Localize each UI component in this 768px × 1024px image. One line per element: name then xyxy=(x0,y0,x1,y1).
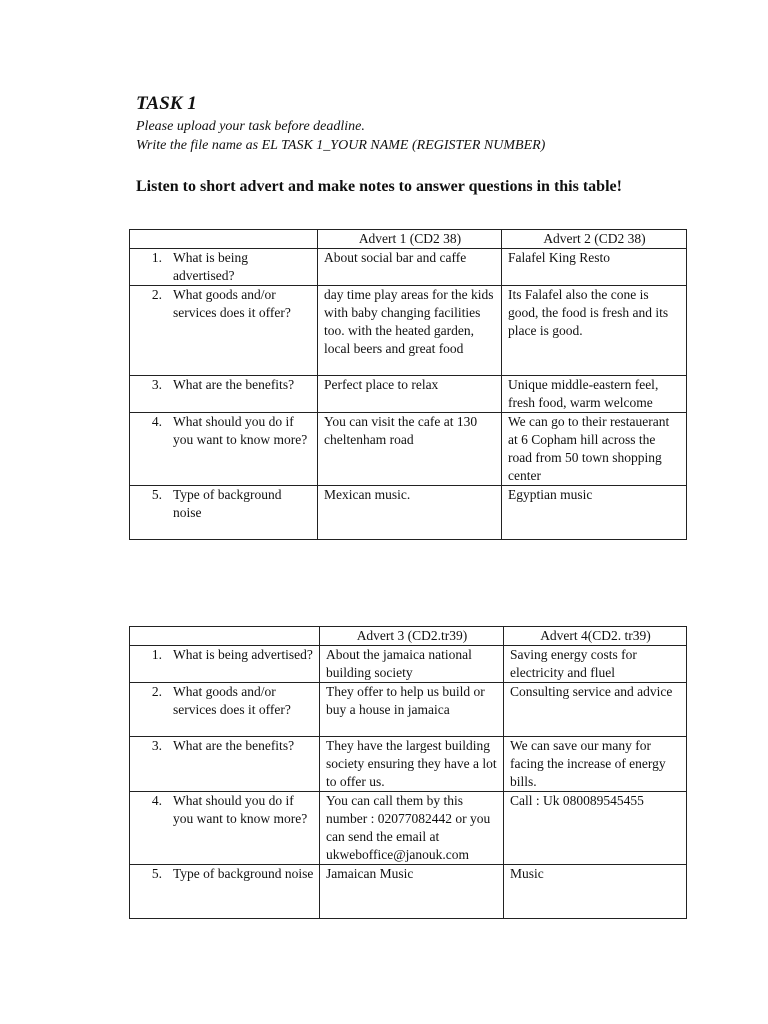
question-text: Type of background noise xyxy=(173,487,282,520)
question-number: 2. xyxy=(151,287,162,302)
question-number: 3. xyxy=(151,738,162,753)
answer-cell: day time play areas for the kids with baby changing facilities too. with the heated garden, local beers and great food xyxy=(318,286,502,376)
task-heading: Listen to short advert and make notes to answer questions in this table! xyxy=(136,178,622,195)
answer-cell: Consulting service and advice xyxy=(504,683,687,737)
table-row xyxy=(130,286,687,376)
question-cell xyxy=(130,737,320,792)
task-title: TASK 1 xyxy=(136,93,197,114)
question-cell xyxy=(130,486,318,540)
answer-cell: They offer to help us build or buy a house in jamaica xyxy=(320,683,504,737)
table-row xyxy=(130,486,687,540)
question-cell xyxy=(130,683,320,737)
question-text: Type of background noise xyxy=(173,866,314,881)
header-advert-4: Advert 4(CD2. tr39) xyxy=(504,627,687,646)
question-cell xyxy=(130,646,320,683)
header-advert-1: Advert 1 (CD2 38) xyxy=(318,230,502,249)
answer-cell: Perfect place to relax xyxy=(318,376,502,413)
question-cell xyxy=(130,286,318,376)
question-text: What are the benefits? xyxy=(173,738,295,753)
table-row xyxy=(130,683,687,737)
answer-cell: Jamaican Music xyxy=(320,865,504,919)
question-number: 5. xyxy=(151,866,162,881)
table-row xyxy=(130,413,687,486)
question-cell xyxy=(130,865,320,919)
table-header-row xyxy=(130,627,687,646)
advert-table-1 xyxy=(129,229,687,540)
question-cell xyxy=(130,376,318,413)
question-number: 2. xyxy=(151,684,162,699)
question-text: What goods and/or services does it offer? xyxy=(173,287,291,320)
instruction-filename: Write the file name as EL TASK 1_YOUR NAME (REGISTER NUMBER) xyxy=(136,138,546,153)
answer-cell: Unique middle-eastern feel, fresh food, warm welcome xyxy=(502,376,687,413)
question-number: 5. xyxy=(151,487,162,502)
header-advert-3: Advert 3 (CD2.tr39) xyxy=(320,627,504,646)
instruction-upload: Please upload your task before deadline. xyxy=(136,119,365,134)
table-row xyxy=(130,646,687,683)
question-text: What are the benefits? xyxy=(173,377,295,392)
header-empty xyxy=(130,627,320,646)
question-number: 4. xyxy=(151,414,162,429)
question-cell xyxy=(130,249,318,286)
answer-cell: You can visit the cafe at 130 cheltenham road xyxy=(318,413,502,486)
advert-table-2 xyxy=(129,626,687,919)
answer-cell: They have the largest building society ensuring they have a lot to offer us. xyxy=(320,737,504,792)
header-advert-2: Advert 2 (CD2 38) xyxy=(502,230,687,249)
answer-cell: Falafel King Resto xyxy=(502,249,687,286)
answer-cell: Saving energy costs for electricity and fluel xyxy=(504,646,687,683)
question-number: 1. xyxy=(151,647,162,662)
table-header-row xyxy=(130,230,687,249)
question-cell xyxy=(130,792,320,865)
question-number: 4. xyxy=(151,793,162,808)
header-empty xyxy=(130,230,318,249)
answer-cell: Music xyxy=(504,865,687,919)
question-text: What should you do if you want to know more? xyxy=(173,793,308,826)
answer-cell: Egyptian music xyxy=(502,486,687,540)
question-number: 1. xyxy=(151,250,162,265)
table-row xyxy=(130,792,687,865)
question-number: 3. xyxy=(151,377,162,392)
question-cell xyxy=(130,413,318,486)
question-text: What is being advertised? xyxy=(173,647,313,662)
table-row xyxy=(130,737,687,792)
question-text: What should you do if you want to know more? xyxy=(173,414,308,447)
table-row xyxy=(130,865,687,919)
answer-cell: We can go to their restauerant at 6 Copham hill across the road from 50 town shopping center xyxy=(502,413,687,486)
table-row xyxy=(130,249,687,286)
answer-cell: Its Falafel also the cone is good, the food is fresh and its place is good. xyxy=(502,286,687,376)
table-row xyxy=(130,376,687,413)
answer-cell: About the jamaica national building society xyxy=(320,646,504,683)
question-text: What goods and/or services does it offer? xyxy=(173,684,291,717)
answer-cell: You can call them by this number : 02077082442 or you can send the email at ukweboffice@janouk.com xyxy=(320,792,504,865)
question-text: What is being advertised? xyxy=(173,250,248,283)
answer-cell: About social bar and caffe xyxy=(318,249,502,286)
answer-cell: We can save our many for facing the increase of energy bills. xyxy=(504,737,687,792)
answer-cell: Call : Uk 080089545455 xyxy=(504,792,687,865)
answer-cell: Mexican music. xyxy=(318,486,502,540)
